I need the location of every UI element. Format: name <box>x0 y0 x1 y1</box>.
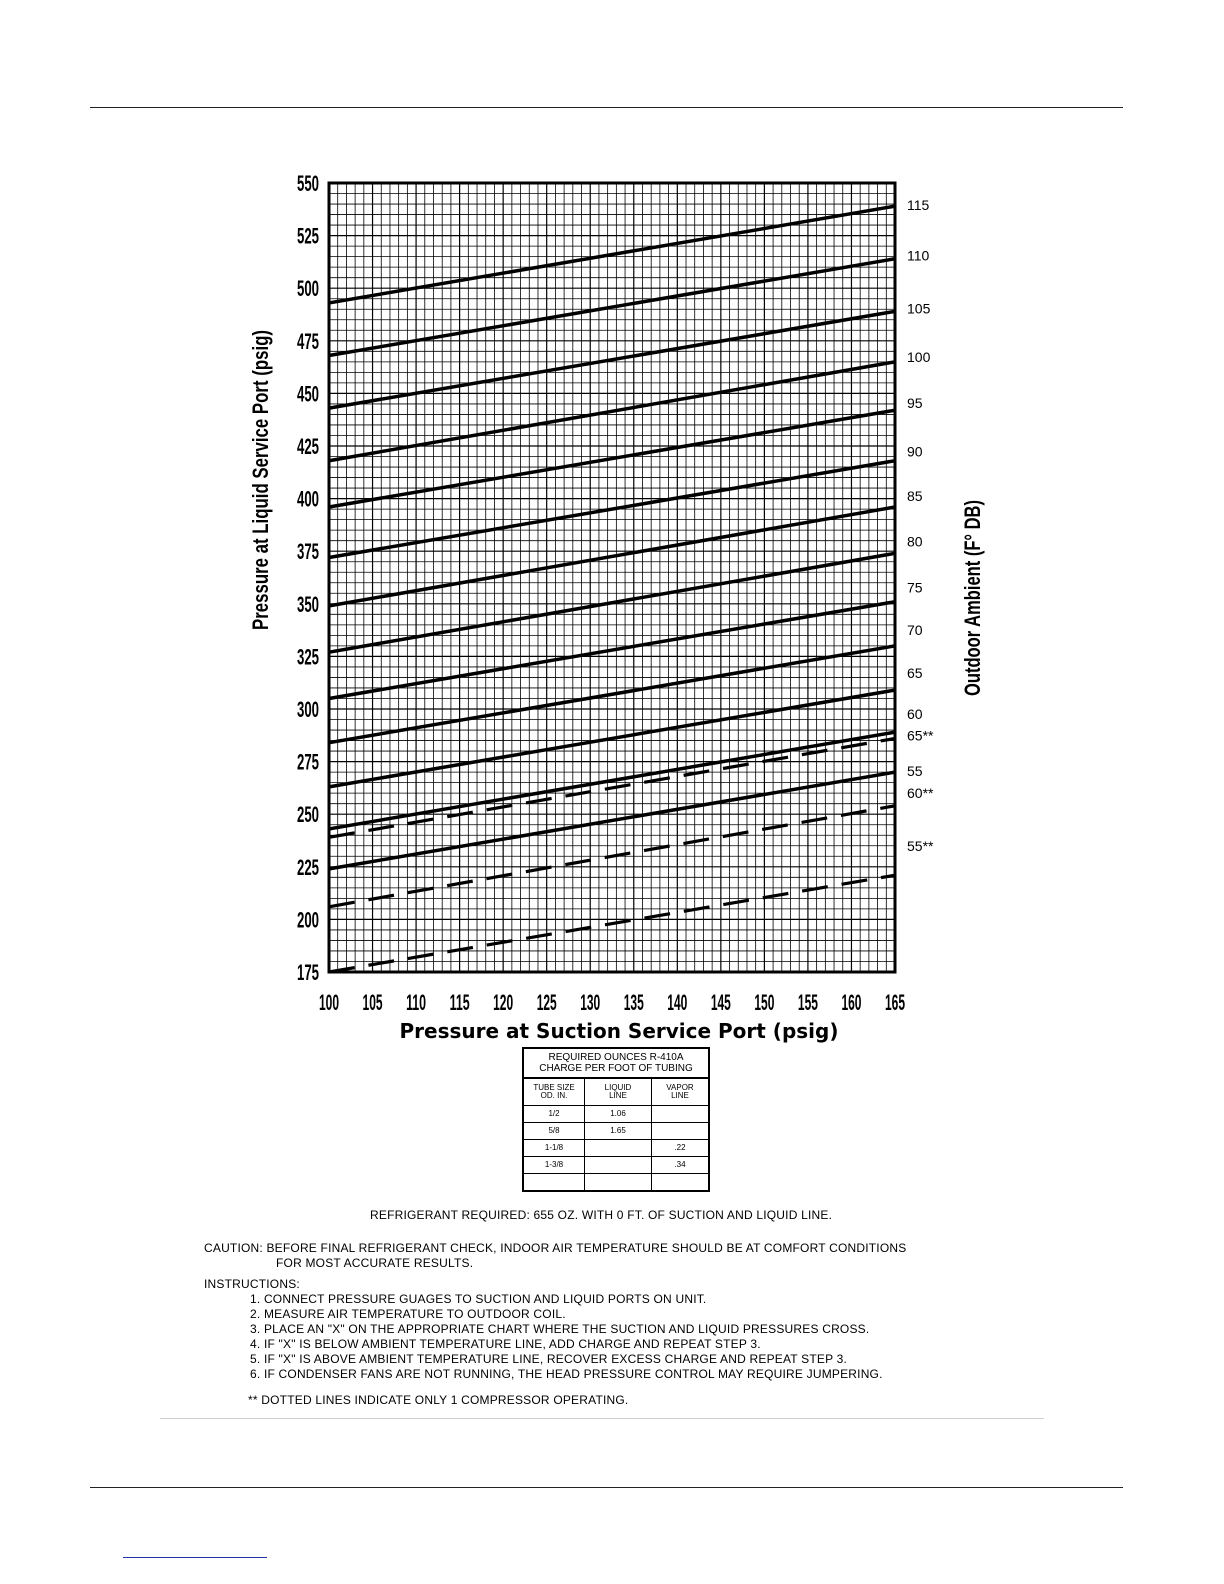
instruction-step: 6. IF CONDENSER FANS ARE NOT RUNNING, THE HEAD PRESSURE CONTROL MAY REQUIRE JUMPERING. <box>250 1367 883 1381</box>
footer-rule <box>90 1487 1123 1488</box>
cell-vapor <box>652 1106 710 1123</box>
cell-tube: 5/8 <box>523 1123 585 1140</box>
y-tick-label: 225 <box>297 854 319 880</box>
ambient-label: 95 <box>907 395 923 412</box>
y-tick-label: 250 <box>297 802 319 828</box>
ambient-label: 60** <box>907 784 934 801</box>
ambient-label: 55 <box>907 763 923 780</box>
instruction-step: 4. IF "X" IS BELOW AMBIENT TEMPERATURE LINE, ADD CHARGE AND REPEAT STEP 3. <box>250 1337 761 1351</box>
x-tick-label: 105 <box>362 990 383 1015</box>
y-tick-label: 175 <box>297 960 319 985</box>
dotted-lines-note: ** DOTTED LINES INDICATE ONLY 1 COMPRESSOR OPERATING. <box>248 1393 629 1407</box>
ambient-label: 60 <box>907 706 923 723</box>
y-tick-label: 375 <box>297 539 319 565</box>
x-tick-label: 130 <box>580 990 601 1015</box>
caution-note: CAUTION: BEFORE FINAL REFRIGERANT CHECK, INDOOR AIR TEMPERATURE SHOULD BE AT COMFORT CONDITIONS <box>204 1241 907 1255</box>
cell-tube: 1/2 <box>523 1106 585 1123</box>
charge-per-foot-table <box>522 1047 710 1192</box>
instruction-step: 3. PLACE AN "X" ON THE APPROPRIATE CHART WHERE THE SUCTION AND LIQUID PRESSURES CROSS. <box>250 1322 870 1336</box>
y-tick-label: 525 <box>297 223 319 249</box>
series-line-70 <box>329 646 895 743</box>
col-header-vapor: VAPOR LINE <box>652 1078 710 1106</box>
ambient-label: 70 <box>907 621 923 638</box>
y-tick-label: 400 <box>297 486 319 512</box>
y-tick-label: 200 <box>297 907 319 933</box>
ambient-label: 115 <box>907 197 930 214</box>
table-row <box>523 1106 709 1123</box>
series-line-75 <box>329 602 895 699</box>
x-tick-labels <box>319 990 905 1015</box>
cell-vapor <box>652 1123 710 1140</box>
ambient-label: 110 <box>907 247 930 264</box>
series-line-80 <box>329 553 895 652</box>
ambient-label: 90 <box>907 443 923 460</box>
y-tick-labels <box>297 171 319 985</box>
y-tick-label: 275 <box>297 749 319 775</box>
ambient-label: 65** <box>907 727 934 744</box>
y2-axis-label: Outdoor Ambient (F° DB) <box>960 435 985 696</box>
col-header-liquid: LIQUID LINE <box>585 1078 652 1106</box>
y-tick-label: 475 <box>297 328 319 354</box>
table-row <box>523 1140 709 1157</box>
y-tick-label: 300 <box>297 697 319 722</box>
y-tick-label: 425 <box>297 434 319 459</box>
x-tick-label: 140 <box>667 990 688 1015</box>
x-tick-label: 110 <box>406 990 427 1015</box>
ambient-label: 80 <box>907 533 923 550</box>
x-tick-label: 100 <box>319 990 339 1015</box>
x-tick-label: 145 <box>710 990 731 1015</box>
y-axis-label: Pressure at Liquid Service Port (psig) <box>248 237 273 630</box>
ambient-label: 105 <box>907 300 931 317</box>
cell-liquid <box>585 1157 652 1174</box>
table-row <box>523 1174 709 1192</box>
notes-divider <box>160 1418 1044 1419</box>
instruction-step: 1. CONNECT PRESSURE GUAGES TO SUCTION AND LIQUID PORTS ON UNIT. <box>250 1292 707 1306</box>
table-row <box>523 1157 709 1174</box>
x-tick-label: 115 <box>449 990 470 1015</box>
x-axis-label: Pressure at Suction Service Port (psig) <box>399 1019 839 1043</box>
cell-vapor: .22 <box>652 1140 710 1157</box>
ambient-label: 65 <box>907 665 923 682</box>
x-tick-label: 125 <box>536 990 557 1015</box>
cell-liquid <box>585 1140 652 1157</box>
x-tick-label: 160 <box>841 990 862 1015</box>
table-caption <box>523 1048 709 1078</box>
chart-series <box>329 206 895 972</box>
x-tick-label: 120 <box>493 990 514 1015</box>
x-tick-label: 135 <box>623 990 644 1015</box>
table-caption-line1: REQUIRED OUNCES R-410A <box>548 1052 684 1063</box>
instructions-title: INSTRUCTIONS: <box>204 1277 300 1291</box>
y-tick-label: 350 <box>297 591 319 617</box>
instruction-step: 2. MEASURE AIR TEMPERATURE TO OUTDOOR COIL. <box>250 1307 566 1321</box>
y-tick-label: 550 <box>297 171 319 196</box>
col-header-tube: TUBE SIZE OD. IN. <box>523 1078 585 1106</box>
cell-tube: 1-1/8 <box>523 1140 585 1157</box>
table-row <box>523 1123 709 1140</box>
ambient-label: 100 <box>907 348 931 365</box>
cell-liquid: 1.06 <box>585 1106 652 1123</box>
caution-note-cont: FOR MOST ACCURATE RESULTS. <box>276 1256 474 1270</box>
y-tick-label: 325 <box>297 644 319 670</box>
series-line-55xx <box>329 875 895 972</box>
y-tick-label: 450 <box>297 381 319 407</box>
x-tick-label: 155 <box>797 990 818 1015</box>
cell-vapor: .34 <box>652 1157 710 1174</box>
cell-tube: 1-3/8 <box>523 1157 585 1174</box>
ambient-label: 75 <box>907 579 923 596</box>
footer-link-underline <box>123 1557 267 1558</box>
table-caption-line2: CHARGE PER FOOT OF TUBING <box>539 1063 693 1074</box>
ambient-label: 85 <box>907 488 923 505</box>
ambient-label: 55** <box>907 838 934 855</box>
refrigerant-note: REFRIGERANT REQUIRED: 655 OZ. WITH 0 FT. OF SUCTION AND LIQUID LINE. <box>370 1208 833 1222</box>
x-tick-label: 165 <box>885 990 905 1015</box>
cell-liquid: 1.65 <box>585 1123 652 1140</box>
series-line-85 <box>329 507 895 606</box>
instruction-step: 5. IF "X" IS ABOVE AMBIENT TEMPERATURE LINE, RECOVER EXCESS CHARGE AND REPEAT STEP 3. <box>250 1352 848 1366</box>
ambient-labels <box>907 197 934 854</box>
y-tick-label: 500 <box>297 276 319 302</box>
x-tick-label: 150 <box>754 990 775 1015</box>
